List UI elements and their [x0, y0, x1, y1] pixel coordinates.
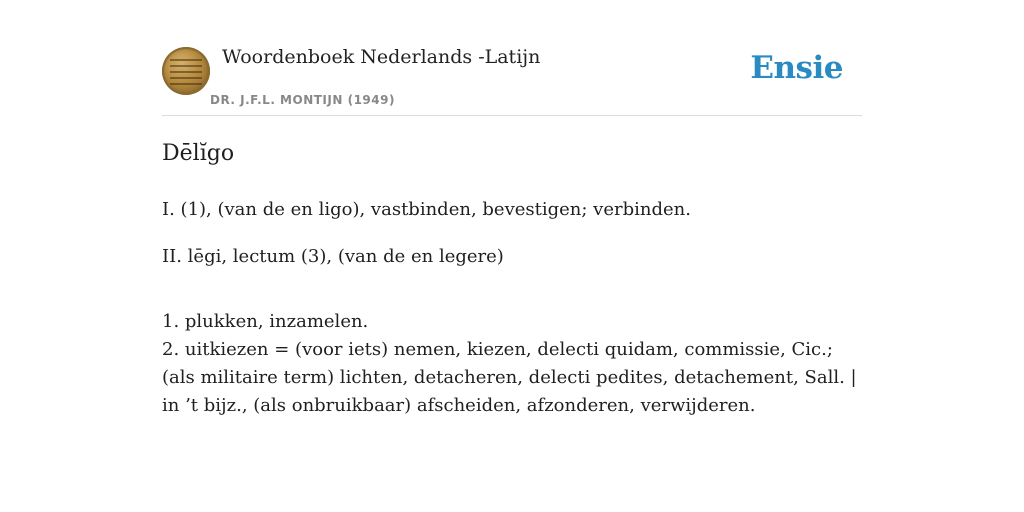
entry-line: I. (1), (van de en ligo), vastbinden, bevestigen; verbinden. — [162, 199, 691, 220]
dictionary-entry — [162, 138, 862, 420]
brand-logo-link[interactable]: Ensie — [750, 50, 843, 86]
sense-list — [162, 308, 862, 420]
book-author: DR. J.F.L. MONTIJN (1949) — [210, 93, 395, 107]
sense-item: 2. uitkiezen = (voor iets) nemen, kiezen, delecti quidam, commissie, Cic.; (als militaire term) lichten, detacheren, delecti pedites, detachement, Sall. | in ’t bijz., (als onbruikbaar) afscheiden, afzonderen, verwijderen. — [162, 339, 857, 416]
coin-logo-icon[interactable] — [162, 47, 210, 95]
page-header — [162, 46, 862, 116]
sense-item: 1. plukken, inzamelen. — [162, 311, 369, 332]
book-title[interactable]: Woordenboek Nederlands -Latijn — [222, 46, 541, 68]
entry-headword: Dēlĭgo — [162, 141, 235, 166]
entry-line: II. lēgi, lectum (3), (van de en legere) — [162, 246, 504, 267]
